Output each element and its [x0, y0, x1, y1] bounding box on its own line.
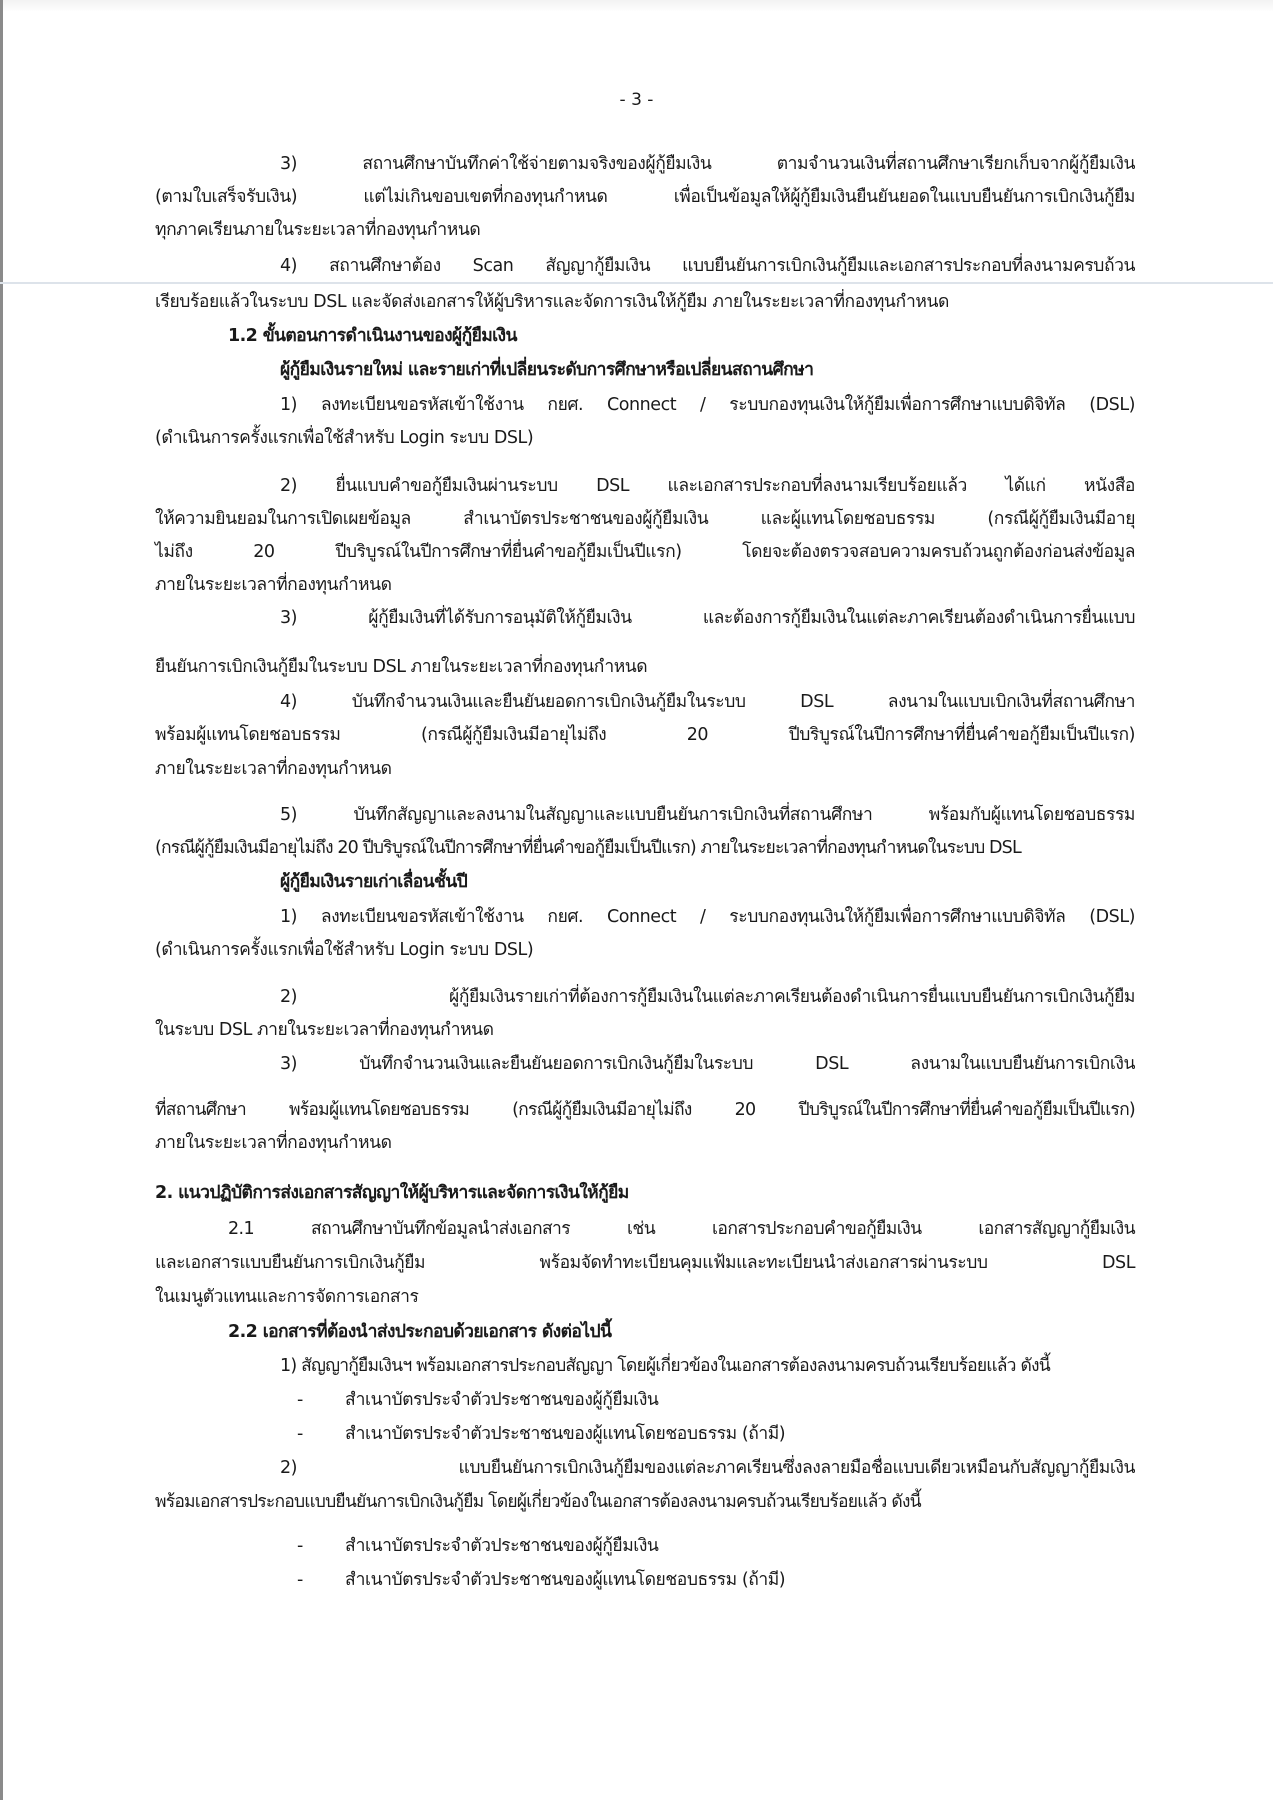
- paragraph-line: ภายในระยะเวลาที่กองทุนกำหนด: [155, 759, 392, 779]
- bullet-item: สำเนาบัตรประจำตัวประชาชนของผู้กู้ยืมเงิน: [345, 1536, 659, 1556]
- paragraph-line: (ตามใบเสร็จรับเงิน) แต่ไม่เกินขอบเขตที่กองทุนกำหนด เพื่อเป็นข้อมูลให้ผู้กู้ยืมเงินยืนยันยอดในแบบยืนยันการเบิกเงินกู้ยืม: [155, 187, 1135, 207]
- paragraph-line: 2.1 สถานศึกษาบันทึกข้อมูลนำส่งเอกสาร เช่น เอกสารประกอบคำขอกู้ยืมเงิน เอกสารสัญญากู้ยืมเงิน: [228, 1219, 1135, 1239]
- bullet-item: สำเนาบัตรประจำตัวประชาชนของผู้แทนโดยชอบธรรม (ถ้ามี): [345, 1570, 786, 1590]
- scan-edge-top: [0, 0, 1273, 12]
- paragraph-line: 5) บันทึกสัญญาและลงนามในสัญญาและแบบยืนยันการเบิกเงินที่สถานศึกษา พร้อมกับผู้แทนโดยชอบธรรม: [280, 805, 1135, 825]
- paragraph-line: 3) บันทึกจำนวนเงินและยืนยันยอดการเบิกเงินกู้ยืมในระบบ DSL ลงนามในแบบยืนยันการเบิกเงิน: [280, 1054, 1135, 1074]
- bullet-item: สำเนาบัตรประจำตัวประชาชนของผู้กู้ยืมเงิน: [345, 1390, 659, 1410]
- subsection-heading-new-borrowers: ผู้กู้ยืมเงินรายใหม่ และรายเก่าที่เปลี่ยนระดับการศึกษาหรือเปลี่ยนสถานศึกษา: [280, 360, 814, 380]
- paragraph-line: ในระบบ DSL ภายในระยะเวลาที่กองทุนกำหนด: [155, 1020, 494, 1040]
- bullet-dash: -: [297, 1390, 303, 1410]
- paragraph-line: (กรณีผู้กู้ยืมเงินมีอายุไม่ถึง 20 ปีบริบูรณ์ในปีการศึกษาที่ยื่นคำขอกู้ยืมเป็นปีแรก) ภายในระยะเวลาที่กองทุนกำหนดในระบบ DSL: [155, 838, 1021, 858]
- paragraph-line: ไม่ถึง 20 ปีบริบูรณ์ในปีการศึกษาที่ยื่นคำขอกู้ยืมเป็นปีแรก) โดยจะต้องตรวจสอบความครบถ้วนถูกต้องก่อนส่งข้อมูล: [155, 542, 1135, 562]
- bullet-item: สำเนาบัตรประจำตัวประชาชนของผู้แทนโดยชอบธรรม (ถ้ามี): [345, 1424, 786, 1444]
- section-heading-2-2: 2.2 เอกสารที่ต้องนำส่งประกอบด้วยเอกสาร ดังต่อไปนี้: [228, 1322, 612, 1342]
- paragraph-line: และเอกสารแบบยืนยันการเบิกเงินกู้ยืม พร้อมจัดทำทะเบียนคุมแฟ้มและทะเบียนนำส่งเอกสารผ่านระบบ DSL: [155, 1253, 1135, 1273]
- paragraph-line: 2) ยื่นแบบคำขอกู้ยืมเงินผ่านระบบ DSL และเอกสารประกอบที่ลงนามเรียบร้อยแล้ว ได้แก่ หนังสือ: [280, 476, 1135, 496]
- paragraph-line: (ดำเนินการครั้งแรกเพื่อใช้สำหรับ Login ระบบ DSL): [155, 940, 534, 960]
- scan-edge-left: [0, 0, 3, 1800]
- subsection-heading-returning-borrowers: ผู้กู้ยืมเงินรายเก่าเลื่อนชั้นปี: [280, 872, 468, 892]
- paragraph-line: เรียบร้อยแล้วในระบบ DSL และจัดส่งเอกสารให้ผู้บริหารและจัดการเงินให้กู้ยืม ภายในระยะเวลาที่กองทุนกำหนด: [155, 292, 949, 312]
- paragraph-line: 2) แบบยืนยันการเบิกเงินกู้ยืมของแต่ละภาคเรียนซึ่งลงลายมือชื่อแบบเดียวเหมือนกับสัญญากู้ยืมเงิน: [280, 1458, 1135, 1478]
- bullet-dash: -: [297, 1570, 303, 1590]
- paragraph-line: 1) สัญญากู้ยืมเงินฯ พร้อมเอกสารประกอบสัญญา โดยผู้เกี่ยวข้องในเอกสารต้องลงนามครบถ้วนเรียบร้อยแล้ว ดังนี้: [280, 1356, 1050, 1376]
- paragraph-line: 1) ลงทะเบียนขอรหัสเข้าใช้งาน กยศ. Connect / ระบบกองทุนเงินให้กู้ยืมเพื่อการศึกษาแบบดิจิทัล (DSL): [280, 907, 1135, 927]
- page-number: - 3 -: [619, 90, 654, 110]
- bullet-dash: -: [297, 1424, 303, 1444]
- paragraph-line: 4) สถานศึกษาต้อง Scan สัญญากู้ยืมเงิน แบบยืนยันการเบิกเงินกู้ยืมและเอกสารประกอบที่ลงนามครบถ้วน: [280, 256, 1135, 276]
- bullet-dash: -: [297, 1536, 303, 1556]
- paragraph-line: 4) บันทึกจำนวนเงินและยืนยันยอดการเบิกเงินกู้ยืมในระบบ DSL ลงนามในแบบเบิกเงินที่สถานศึกษา: [280, 692, 1135, 712]
- paragraph-line: (ดำเนินการครั้งแรกเพื่อใช้สำหรับ Login ระบบ DSL): [155, 428, 534, 448]
- paragraph-line: ทุกภาคเรียนภายในระยะเวลาที่กองทุนกำหนด: [155, 220, 481, 240]
- section-heading-1-2: 1.2 ขั้นตอนการดำเนินงานของผู้กู้ยืมเงิน: [228, 326, 517, 346]
- scan-artifact-line: [0, 282, 1273, 284]
- paragraph-line: พร้อมเอกสารประกอบแบบยืนยันการเบิกเงินกู้ยืม โดยผู้เกี่ยวข้องในเอกสารต้องลงนามครบถ้วนเรียบร้อยแล้ว ดังนี้: [155, 1492, 921, 1512]
- paragraph-line: ที่สถานศึกษา พร้อมผู้แทนโดยชอบธรรม (กรณีผู้กู้ยืมเงินมีอายุไม่ถึง 20 ปีบริบูรณ์ในปีการศึกษาที่ยื่นคำขอกู้ยืมเป็นปีแรก): [155, 1100, 1135, 1120]
- paragraph-line: ในเมนูตัวแทนและการจัดการเอกสาร: [155, 1287, 419, 1307]
- section-heading-2: 2. แนวปฏิบัติการส่งเอกสารสัญญาให้ผู้บริหารและจัดการเงินให้กู้ยืม: [155, 1183, 629, 1203]
- paragraph-line: 1) ลงทะเบียนขอรหัสเข้าใช้งาน กยศ. Connect / ระบบกองทุนเงินให้กู้ยืมเพื่อการศึกษาแบบดิจิทัล (DSL): [280, 395, 1135, 415]
- paragraph-line: ภายในระยะเวลาที่กองทุนกำหนด: [155, 1133, 392, 1153]
- paragraph-line: ภายในระยะเวลาที่กองทุนกำหนด: [155, 575, 392, 595]
- paragraph-line: พร้อมผู้แทนโดยชอบธรรม (กรณีผู้กู้ยืมเงินมีอายุไม่ถึง 20 ปีบริบูรณ์ในปีการศึกษาที่ยื่นคำขอกู้ยืมเป็นปีแรก): [155, 725, 1135, 745]
- paragraph-line: 3) ผู้กู้ยืมเงินที่ได้รับการอนุมัติให้กู้ยืมเงิน และต้องการกู้ยืมเงินในแต่ละภาคเรียนต้องดำเนินการยื่นแบบ: [280, 608, 1135, 628]
- paragraph-line: 2) ผู้กู้ยืมเงินรายเก่าที่ต้องการกู้ยืมเงินในแต่ละภาคเรียนต้องดำเนินการยื่นแบบยืนยันการเบิกเงินกู้ยืม: [280, 987, 1135, 1007]
- paragraph-line: ให้ความยินยอมในการเปิดเผยข้อมูล สำเนาบัตรประชาชนของผู้กู้ยืมเงิน และผู้แทนโดยชอบธรรม (กรณีผู้กู้ยืมเงินมีอายุ: [155, 509, 1135, 529]
- paragraph-line: ยืนยันการเบิกเงินกู้ยืมในระบบ DSL ภายในระยะเวลาที่กองทุนกำหนด: [155, 657, 648, 677]
- paragraph-line: 3) สถานศึกษาบันทึกค่าใช้จ่ายตามจริงของผู้กู้ยืมเงิน ตามจำนวนเงินที่สถานศึกษาเรียกเก็บจากผู้กู้ยืมเงิน: [280, 154, 1135, 174]
